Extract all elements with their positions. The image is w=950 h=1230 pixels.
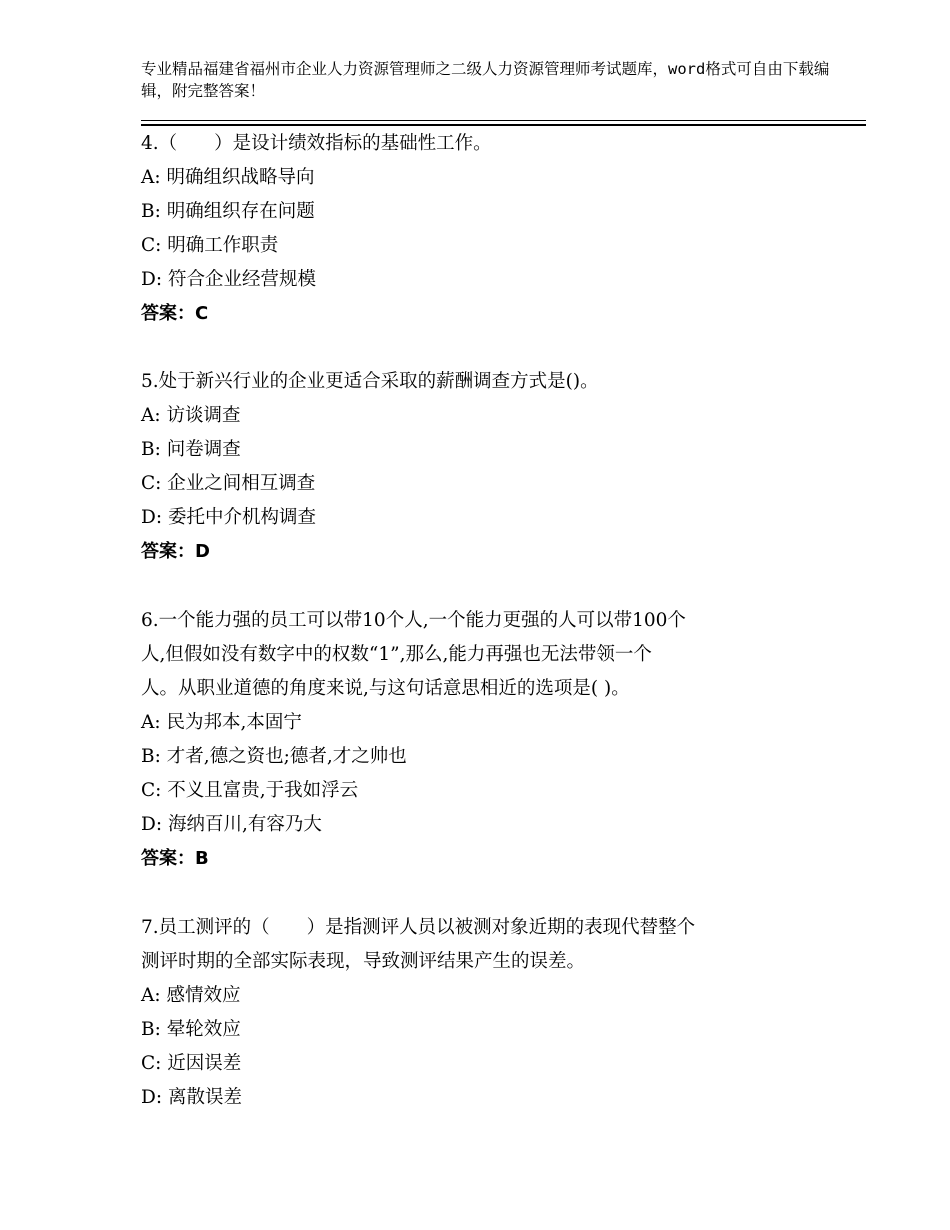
option-d: D: 符合企业经营规模 bbox=[141, 269, 316, 290]
option-b: B: 晕轮效应 bbox=[141, 1019, 241, 1040]
option-c: C: 近因误差 bbox=[141, 1053, 242, 1074]
answer: 答案：D bbox=[141, 541, 210, 562]
question-text-line-1: 6.一个能力强的员工可以带10个人,一个能力更强的人可以带100个 bbox=[141, 610, 686, 631]
option-d: D: 离散误差 bbox=[141, 1087, 242, 1108]
question-7 bbox=[141, 911, 801, 1115]
option-c: C: 企业之间相互调查 bbox=[141, 473, 316, 494]
option-c: C: 明确工作职责 bbox=[141, 235, 279, 256]
question-5 bbox=[141, 365, 801, 569]
question-text: 4.（ ）是设计绩效指标的基础性工作。 bbox=[141, 133, 492, 154]
option-a: A: 明确组织战略导向 bbox=[141, 167, 315, 188]
option-b: B: 明确组织存在问题 bbox=[141, 201, 315, 222]
option-a: A: 民为邦本,本固宁 bbox=[141, 712, 302, 733]
question-text-line-2: 测评时期的全部实际表现，导致测评结果产生的误差。 bbox=[141, 951, 586, 972]
question-6 bbox=[141, 604, 801, 876]
question-text-line-1: 7.员工测评的（ ）是指测评人员以被测对象近期的表现代替整个 bbox=[141, 917, 696, 938]
question-text: 5.处于新兴行业的企业更适合采取的薪酬调查方式是()。 bbox=[141, 371, 599, 392]
option-b: B: 问卷调查 bbox=[141, 439, 241, 460]
option-a: A: 感情效应 bbox=[141, 985, 241, 1006]
answer: 答案：B bbox=[141, 848, 209, 869]
question-text-line-2: 人,但假如没有数字中的权数“1”,那么,能力再强也无法带领一个 bbox=[141, 644, 652, 665]
option-a: A: 访谈调查 bbox=[141, 405, 241, 426]
document-header: 专业精品福建省福州市企业人力资源管理师之二级人力资源管理师考试题库，word格式可自由下载编辑，附完整答案！ bbox=[141, 60, 830, 100]
answer: 答案：C bbox=[141, 303, 209, 324]
question-4 bbox=[141, 127, 801, 331]
option-d: D: 海纳百川,有容乃大 bbox=[141, 814, 322, 835]
question-text-line-3: 人。从职业道德的角度来说,与这句话意思相近的选项是( )。 bbox=[141, 678, 630, 699]
option-b: B: 才者,德之资也;德者,才之帅也 bbox=[141, 746, 407, 767]
header-divider-thick bbox=[141, 124, 866, 126]
option-c: C: 不义且富贵,于我如浮云 bbox=[141, 780, 359, 801]
option-d: D: 委托中介机构调查 bbox=[141, 507, 316, 528]
header-divider-thin bbox=[141, 120, 866, 121]
